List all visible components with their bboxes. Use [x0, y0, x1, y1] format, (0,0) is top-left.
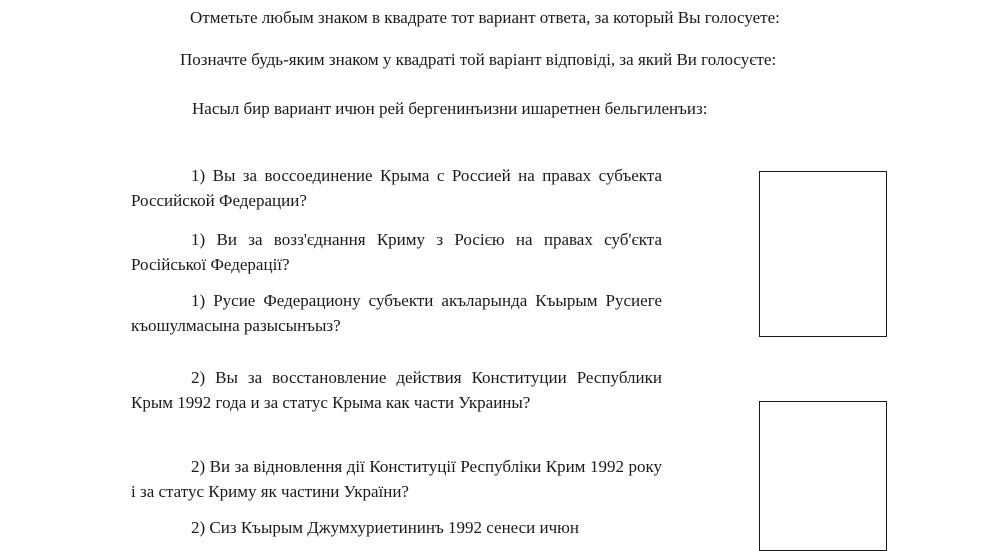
- instruction-ukrainian: Позначте будь-яким знаком у квадраті той варіант відповіді, за який Ви голосуєте:: [180, 50, 777, 69]
- option-2-crimean-tatar: 2) Сиз Къырым Джумхуриетининъ 1992 сенеси ичюн: [191, 518, 579, 537]
- option-1-ukrainian: 1) Ви за возз'єднання Криму з Росією на правах суб'єкта Російської Федерації?: [131, 230, 662, 274]
- instruction-crimean-tatar: Насыл бир вариант ичюн рей бергенинъизни ишаретнен бельгиленъиз:: [192, 99, 708, 118]
- option-2-vote-box[interactable]: [759, 401, 887, 551]
- option-2-russian: 2) Вы за восстановление действия Конституции Республики Крым 1992 года и за статус Крыма как части Украины?: [131, 368, 662, 412]
- option-1-crimean-tatar: 1) Русие Федерационy субъекти акъларында Къырым Русиеге къошулмасына разысынъыз?: [131, 291, 662, 335]
- option-1-russian: 1) Вы за воссоединение Крыма с Россией на правах субъекта Российской Федерации?: [131, 166, 662, 210]
- option-2-ukrainian: 2) Ви за відновлення дії Конституції Республіки Крим 1992 року і за статус Криму як частини України?: [131, 457, 662, 501]
- option-1-vote-box[interactable]: [759, 171, 887, 337]
- instruction-russian: Отметьте любым знаком в квадрате тот вариант ответа, за который Вы голосуете:: [190, 8, 780, 27]
